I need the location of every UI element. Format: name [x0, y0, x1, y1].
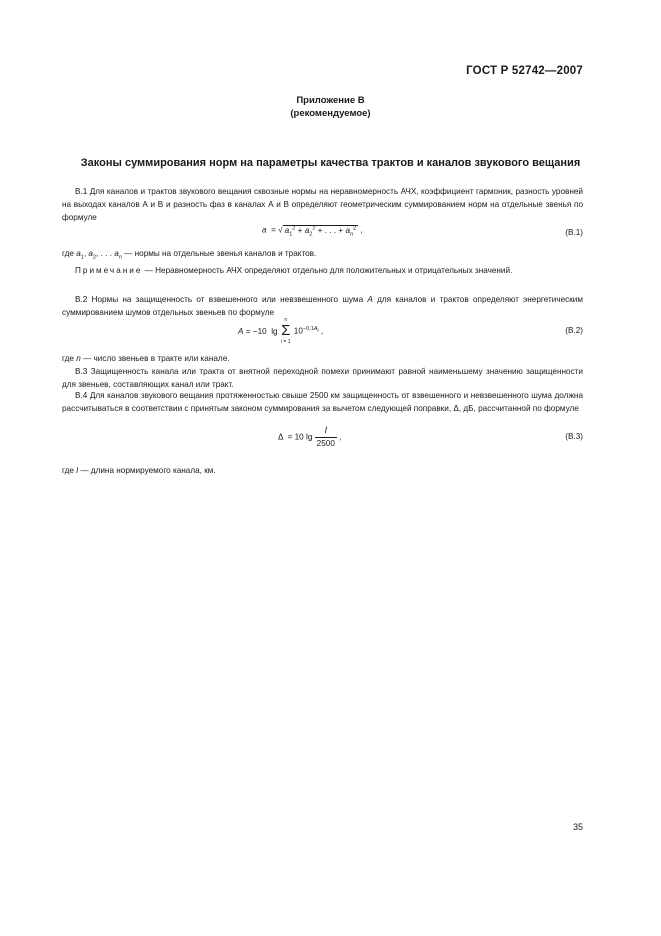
note-paragraph — [62, 264, 583, 277]
b2-where-lead: где — [62, 354, 74, 363]
paragraph-b4-where — [62, 464, 583, 477]
paragraph-b4: В.4 Для каналов звукового вещания протяженностью свыше 2500 км защищенность от взвешенного и невзвешенного шума должна рассчитываться в соответствии с принятым законом суммирования за вычетом следующей поправки, Δ, дБ, рассчитанной по формуле — [62, 391, 583, 413]
b2-where-variable: n — [76, 354, 81, 363]
paragraph-b2-where — [62, 352, 583, 365]
document-code: ГОСТ Р 52742—2007 — [466, 65, 583, 77]
formula-b3-number: (В.3) — [565, 432, 583, 441]
where-tail: — нормы на отдельные звенья каналов и трактов. — [124, 249, 317, 258]
formula-b2-number: (В.2) — [565, 326, 583, 335]
appendix-label: Приложение В — [296, 95, 365, 106]
b2-where-tail: — число звеньев в тракте или канале. — [83, 354, 230, 363]
formula-b1: a = √ $a_1^2 + a_2^2$ + . . . + $a_n^2$ , — [262, 225, 363, 238]
b2-text-a: В.2 Нормы на защищенность от взвешенного или невзвешенного шума — [75, 295, 364, 304]
note-label: Примечание — [75, 266, 143, 275]
b4-where-tail: — длина нормируемого канала, км. — [80, 466, 216, 475]
paragraph-b1: В.1 Для каналов и трактов звукового вещания сквозные нормы на неравномерность АЧХ, коэффициент гармоник, разность уровней на выходах каналов А и В и разность фаз в каналах А и В определяют геометрическим суммированием норм на отдельные звенья по формуле — [62, 187, 583, 222]
b2-text-b: для каналов и трактов определяют энергетическим суммированием шумов отдельных звеньев по формуле — [62, 295, 584, 317]
section-title: Законы суммирования норм на параметры качества трактов и каналов звукового вещания — [80, 157, 581, 169]
where-lead: где — [62, 249, 74, 258]
appendix-status: (рекомендуемое) — [290, 108, 371, 119]
formula-b2: A = −10 lg n Σ i = 1 $10^{-0,1A_i}$ , — [238, 317, 324, 345]
formula-b3: Δ = 10 lg $\frac{l}{2500}$ , — [278, 425, 342, 448]
paragraph-b3: В.3 Защищенность канала или тракта от внятной переходной помехи принимают равной наименьшему значению защищенности для звеньев, составляющих канал или тракт. — [62, 367, 583, 389]
page-number: 35 — [572, 822, 583, 832]
b4-where-variable: l — [76, 466, 79, 475]
b4-where-lead: где — [62, 466, 74, 475]
note-text: — Неравномерность АЧХ определяют отдельно для положительных и отрицательных значений. — [144, 266, 513, 275]
formula-b1-number: (В.1) — [565, 228, 583, 237]
paragraph-b1-where: где $a_1$, $a_2$, . . . $a_n$ — нормы на отдельные звенья каналов и трактов. — [62, 249, 317, 261]
b2-variable: A — [367, 295, 373, 304]
